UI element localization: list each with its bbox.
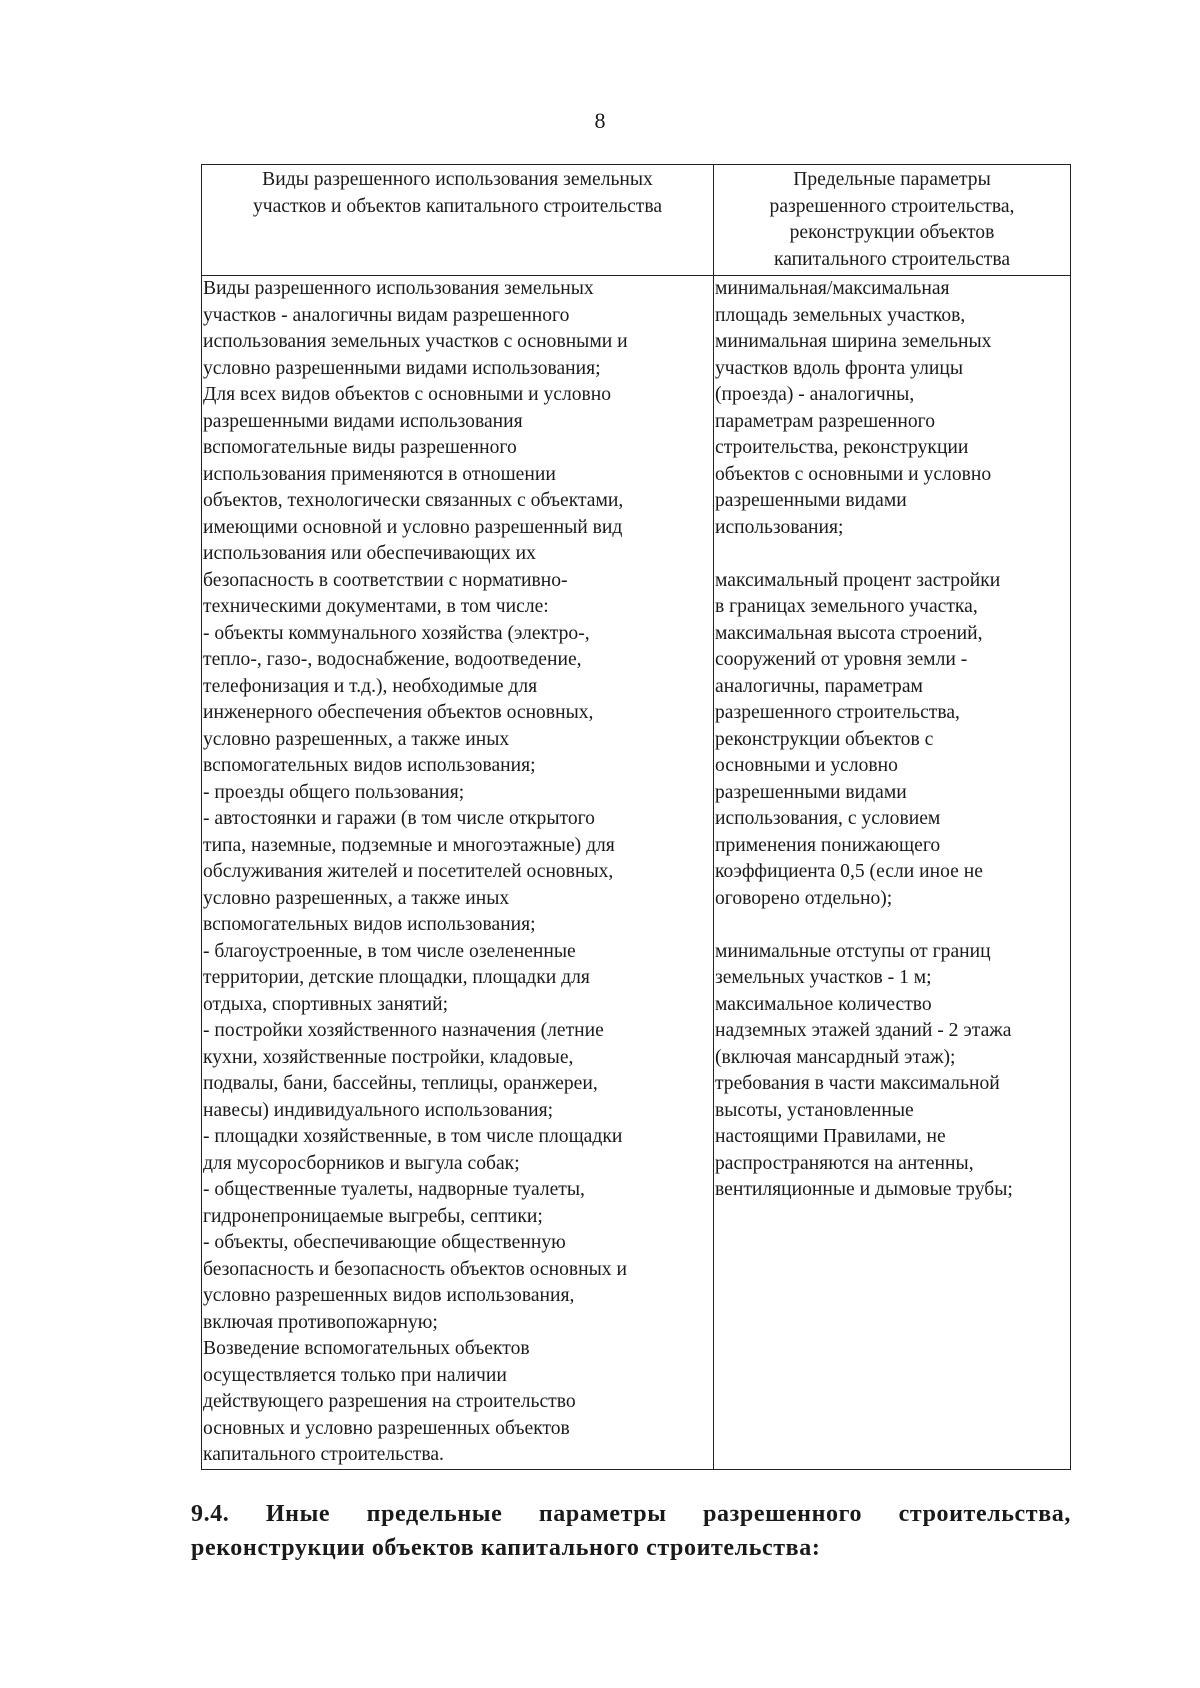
cell-line: вспомогательных видов использования; [203,755,536,776]
cell-line: имеющими основной и условно разрешенный вид [203,516,623,538]
cell-line: - объекты коммунального хозяйства (электро-, [203,622,590,644]
cell-line: Виды разрешенного использования земельных [203,278,594,299]
cell-line: использования земельных участков с основными и [203,331,628,352]
cell-line: вспомогательные виды разрешенного [203,437,517,458]
cell-line: площадь земельных участков, [715,304,966,326]
cell-line: типа, наземные, подземные и многоэтажные) для [203,834,615,856]
cell-line: гидронепроницаемые выгребы, септики; [203,1205,543,1227]
header-permitted-uses [202,165,714,276]
cell-line: минимальная/максимальная [715,278,950,299]
cell-line: максимальный процент застройки [715,569,1001,591]
table-row [202,276,1071,1470]
cell-line: настоящими Правилами, не [715,1126,946,1147]
limit-parameters-cell [714,276,1071,1470]
cell-line: разрешенными видами [715,490,907,511]
cell-line: - площадки хозяйственные, в том числе площадки [203,1126,623,1147]
header-line: участков и объектов капитального строительства [252,195,663,217]
cell-line: вентиляционные и дымовые трубы; [715,1179,1013,1200]
heading-word: 9.4. [191,1501,230,1527]
cell-line: земельных участков - 1 м; [715,967,932,988]
cell-line: требования в части максимальной [715,1073,1000,1094]
heading-word: параметры [538,1501,667,1527]
cell-line: - объекты, обеспечивающие общественную [203,1232,566,1253]
cell-line: строительства, реконструкции [715,437,969,458]
cell-line: условно разрешенных видов использования, [203,1285,575,1306]
cell-line: параметрам разрешенного [715,410,935,432]
heading-word: Иные [265,1501,331,1527]
cell-line: использования применяются в отношении [203,463,556,485]
cell-line: основных и условно разрешенных объектов [203,1417,570,1439]
cell-line: минимальная ширина земельных [715,331,992,352]
cell-line: капитального строительства. [203,1444,444,1465]
page-number: 8 [594,108,606,133]
cell-line: условно разрешенных, а также иных [203,728,510,750]
header-line: Предельные параметры [793,169,991,190]
cell-line: высоты, установленные [715,1099,914,1121]
cell-line: - благоустроенные, в том числе озелененные [203,940,576,962]
cell-line: подвалы, бани, бассейны, теплицы, оранжереи, [203,1073,598,1094]
heading-word: строительства, [898,1501,1071,1527]
cell-line: минимальные отступы от границ [715,940,991,962]
cell-line: аналогичны, параметрам [715,675,923,697]
cell-line: действующего разрешения на строительство [203,1391,576,1412]
section-heading [191,1497,1071,1565]
blank-line [715,541,1067,568]
cell-line: коэффициента 0,5 (если иное не [715,861,983,882]
cell-line: основными и условно [715,755,898,776]
cell-line: максимальное количество [715,993,932,1015]
cell-line: включая противопожарную; [203,1311,438,1333]
cell-line: разрешенного строительства, [715,702,960,723]
header-line: капитального строительства [773,248,1011,270]
cell-line: Для всех видов объектов с основными и условно [203,384,612,405]
blank-line [715,912,1067,939]
cell-line: - постройки хозяйственного назначения (летние [203,1020,604,1041]
cell-line: - автостоянки и гаражи (в том числе открытого [203,808,595,829]
cell-line: территории, детские площадки, площадки для [203,967,590,988]
section-heading-line-2: реконструкции объектов капитального строительства: [191,1535,821,1561]
cell-line: вспомогательных видов использования; [203,914,536,935]
heading-word: предельные [366,1501,503,1527]
header-limit-parameters [714,165,1071,276]
table-header-row [202,165,1071,276]
cell-line: отдыха, спортивных занятий; [203,993,449,1015]
cell-line: оговорено отдельно); [715,887,893,909]
cell-line: навесы) индивидуального использования; [203,1099,554,1121]
cell-line: (включая мансардный этаж); [715,1046,956,1068]
cell-line: осуществляется только при наличии [203,1364,507,1386]
cell-line: Возведение вспомогательных объектов [203,1338,530,1359]
cell-line: безопасность в соответствии с нормативно- [203,569,568,591]
cell-line: для мусоросборников и выгула собак; [203,1152,520,1174]
cell-line: кухни, хозяйственные постройки, кладовые, [203,1046,574,1068]
cell-line: реконструкции объектов с [715,728,934,750]
cell-line: (проезда) - аналогичны, [715,384,915,405]
cell-line: применения понижающего [715,834,941,856]
cell-line: использования, с условием [715,808,941,829]
cell-line: максимальная высота строений, [715,622,983,644]
cell-line: сооружений от уровня земли - [715,649,968,670]
cell-line: условно разрешенных, а также иных [203,887,510,909]
cell-line: использования; [715,516,844,538]
cell-line: участков вдоль фронта улицы [715,357,963,379]
header-line: Виды разрешенного использования земельных [262,169,653,190]
header-line: разрешенного строительства, [769,195,1015,217]
cell-line: обслуживания жителей и посетителей основных, [203,861,614,882]
header-line: реконструкции объектов [789,222,995,243]
section-heading-line-1 [191,1497,1071,1531]
cell-line: использования или обеспечивающих их [203,543,536,564]
cell-line: разрешенными видами использования [203,410,523,432]
cell-line: телефонизация и т.д.), необходимые для [203,675,538,697]
cell-line: в границах земельного участка, [715,596,978,617]
permitted-uses-cell [202,276,714,1470]
cell-line: объектов, технологически связанных с объектами, [203,490,624,511]
cell-line: разрешенными видами [715,781,907,803]
cell-line: безопасность и безопасность объектов основных и [203,1258,627,1280]
cell-line: участков - аналогичны видам разрешенного [203,304,570,326]
cell-line: распространяются на антенны, [715,1152,974,1174]
cell-line: - проезды общего пользования; [203,781,465,803]
cell-line: объектов с основными и условно [715,463,992,485]
cell-line: техническими документами, в том числе: [203,596,549,617]
cell-line: тепло-, газо-, водоснабжение, водоотведение, [203,649,582,670]
heading-word: разрешенного [703,1501,863,1527]
cell-line: условно разрешенными видами использования; [203,357,601,379]
cell-line: инженерного обеспечения объектов основных, [203,702,594,723]
cell-line: - общественные туалеты, надворные туалеты, [203,1179,585,1200]
regulations-table [201,164,1071,1470]
cell-line: надземных этажей зданий - 2 этажа [715,1020,1012,1041]
